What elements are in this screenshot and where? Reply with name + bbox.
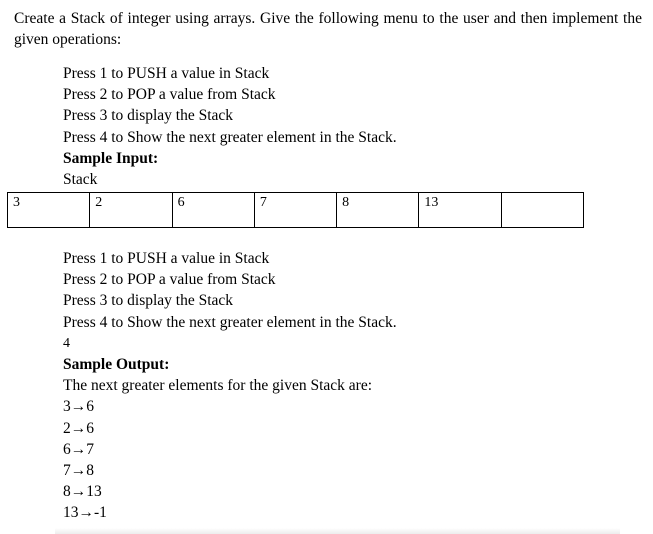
menu-option-push: Press 1 to PUSH a value in Stack	[63, 65, 270, 82]
menu-option-pop: Press 2 to POP a value from Stack	[63, 271, 276, 289]
stack-caption: Stack	[63, 171, 98, 189]
choice-value: 4	[63, 335, 70, 351]
menu-option-display: Press 3 to display the Stack	[63, 107, 234, 125]
stack-row	[8, 193, 584, 228]
menu-option-next-greater: Press 4 to Show the next greater element in the Stack.	[63, 313, 397, 331]
output-line: 7→8	[63, 462, 94, 480]
stack-cell: 2	[90, 193, 172, 228]
intro-paragraph: Create a Stack of integer using arrays. Give the following menu to the user and then implement the given operations:	[14, 10, 642, 48]
menu-block	[63, 63, 397, 190]
menu-repeat-block	[63, 248, 397, 524]
output-line: 6→7	[63, 440, 94, 458]
menu-option-pop: Press 2 to POP a value from Stack	[63, 86, 276, 104]
output-line: 13→-1	[63, 504, 107, 522]
sample-input-heading: Sample Input:	[63, 149, 159, 167]
stack-cell: 8	[337, 193, 419, 228]
stack-cell: 6	[172, 193, 254, 228]
menu-option-display: Press 3 to display the Stack	[63, 292, 234, 310]
stack-table	[7, 192, 584, 228]
stack-cell: 13	[419, 193, 501, 228]
sample-output-heading: Sample Output:	[63, 356, 170, 374]
menu-option-next-greater: Press 4 to Show the next greater element in the Stack.	[63, 128, 397, 146]
output-line: 8→13	[63, 483, 102, 501]
output-line: 2→6	[63, 419, 94, 437]
output-intro: The next greater elements for the given Stack are:	[63, 377, 373, 395]
stack-cell: 3	[8, 193, 90, 228]
menu-option-push: Press 1 to PUSH a value in Stack	[63, 250, 270, 267]
output-line: 3→6	[63, 398, 94, 416]
stack-cell: 7	[254, 193, 336, 228]
stack-cell	[501, 193, 583, 228]
page-edge-shadow	[55, 528, 620, 534]
